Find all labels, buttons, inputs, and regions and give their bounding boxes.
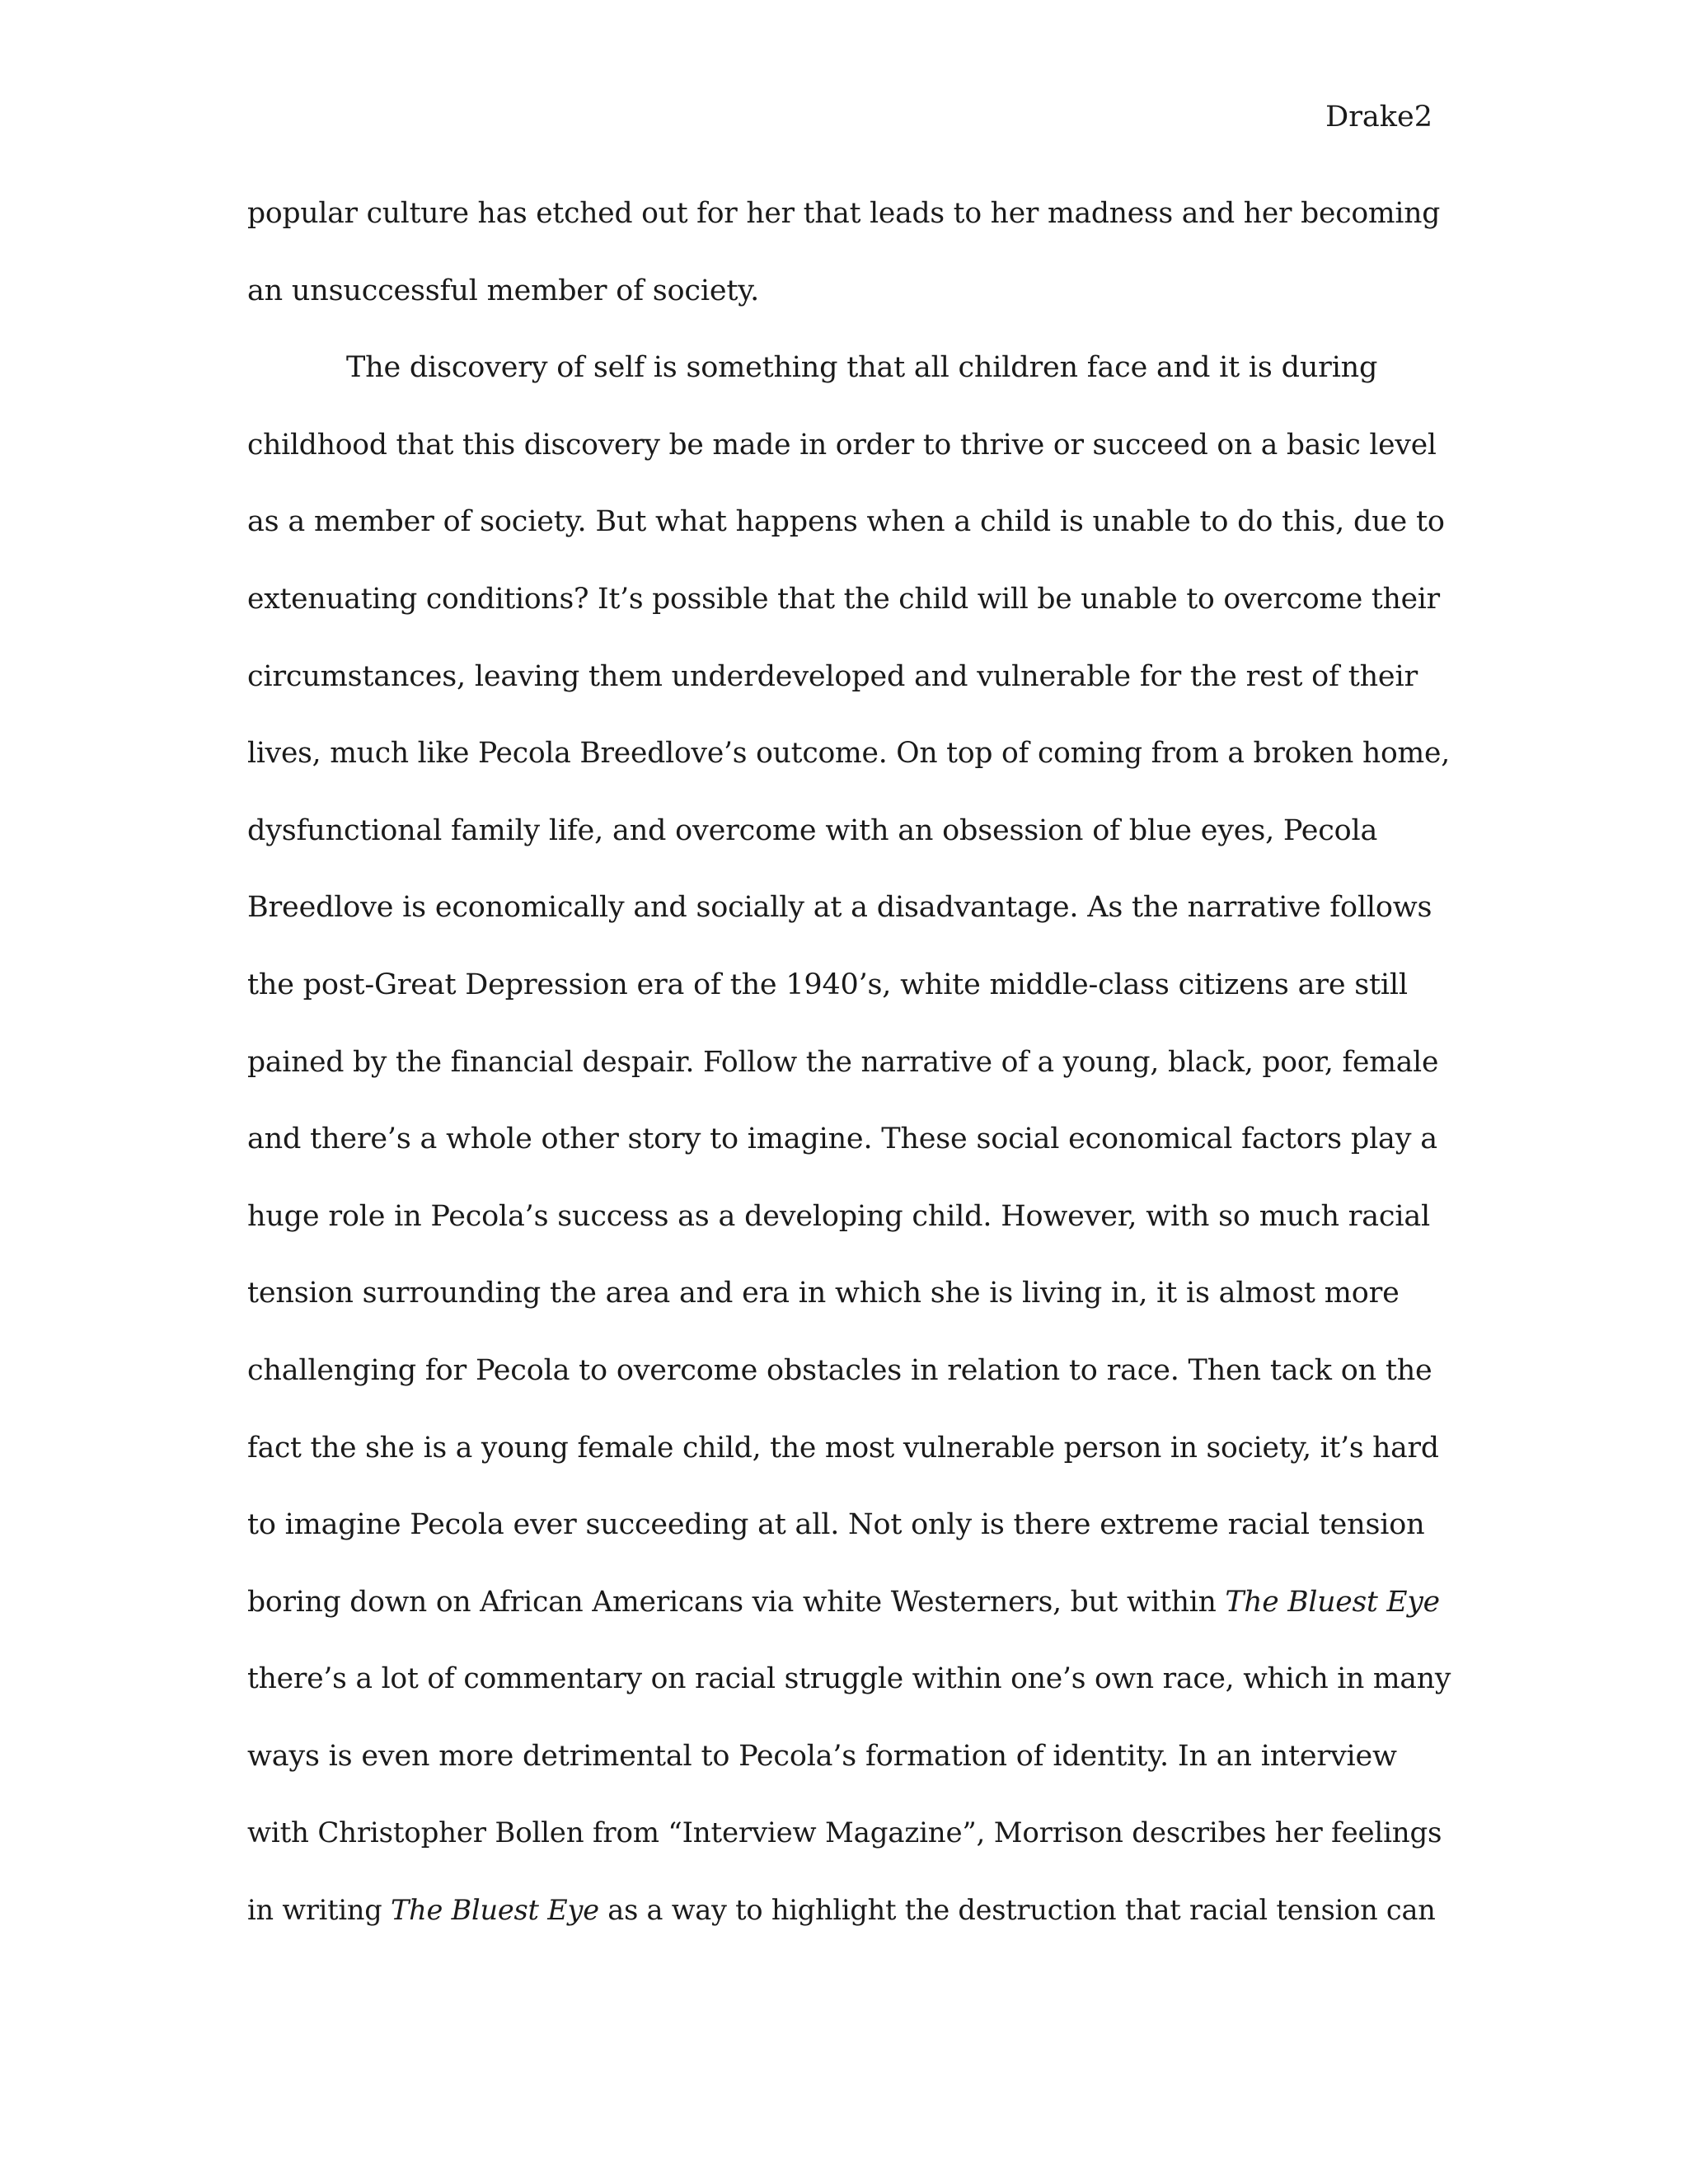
text-line: pained by the financial despair. Follow the narrative of a young, black, poor, female	[247, 1045, 1439, 1079]
text-line: circumstances, leaving them underdeveloped and vulnerable for the rest of their	[247, 659, 1418, 693]
text-line: extenuating conditions? It’s possible that the child will be unable to overcome their	[247, 582, 1440, 616]
text-line: the post-Great Depression era of the 1940’s, white middle-class citizens are still	[247, 968, 1408, 1001]
text-line: challenging for Pecola to overcome obstacles in relation to race. Then tack on the	[247, 1353, 1432, 1387]
line-text: as a way to highlight the destruction that racial tension can	[598, 1894, 1436, 1927]
text-line: ways is even more detrimental to Pecola’s formation of identity. In an interview	[247, 1739, 1397, 1773]
text-line: fact the she is a young female child, the most vulnerable person in society, it’s hard	[247, 1431, 1439, 1465]
text-line: huge role in Pecola’s success as a developing child. However, with so much racial	[247, 1199, 1430, 1233]
text-line: tension surrounding the area and era in which she is living in, it is almost more	[247, 1277, 1400, 1310]
text-line: there’s a lot of commentary on racial struggle within one’s own race, which in many	[247, 1662, 1451, 1696]
line-text: in writing	[247, 1894, 391, 1927]
text-line: lives, much like Pecola Breedlove’s outcome. On top of coming from a broken home,	[247, 737, 1451, 771]
running-header: Drake2	[1325, 101, 1432, 134]
essay-body	[247, 194, 1451, 1968]
text-line: and there’s a whole other story to imagine. These social economical factors play a	[247, 1122, 1437, 1156]
text-line: as a member of society. But what happens when a child is unable to do this, due to	[247, 505, 1445, 539]
text-line: with Christopher Bollen from “Interview Magazine”, Morrison describes her feelings	[247, 1816, 1442, 1850]
text-line: dysfunctional family life, and overcome with an obsession of blue eyes, Pecola	[247, 813, 1378, 847]
text-line	[247, 1891, 1451, 1968]
text-line: popular culture has etched out for her that leads to her madness and her becoming	[247, 197, 1441, 230]
text-line	[247, 1582, 1451, 1660]
book-title: The Bluest Eye	[1225, 1585, 1440, 1619]
line-text: boring down on African Americans via white Westerners, but within	[247, 1585, 1226, 1619]
book-title: The Bluest Eye	[391, 1894, 599, 1927]
text-line: an unsuccessful member of society.	[247, 274, 760, 307]
text-line: to imagine Pecola ever succeeding at all. Not only is there extreme racial tension	[247, 1508, 1425, 1542]
text-line: childhood that this discovery be made in order to thrive or succeed on a basic level	[247, 428, 1437, 462]
paragraph-first-line: The discovery of self is something that all children face and it is during	[346, 351, 1378, 385]
text-line: Breedlove is economically and socially at a disadvantage. As the narrative follows	[247, 891, 1432, 925]
